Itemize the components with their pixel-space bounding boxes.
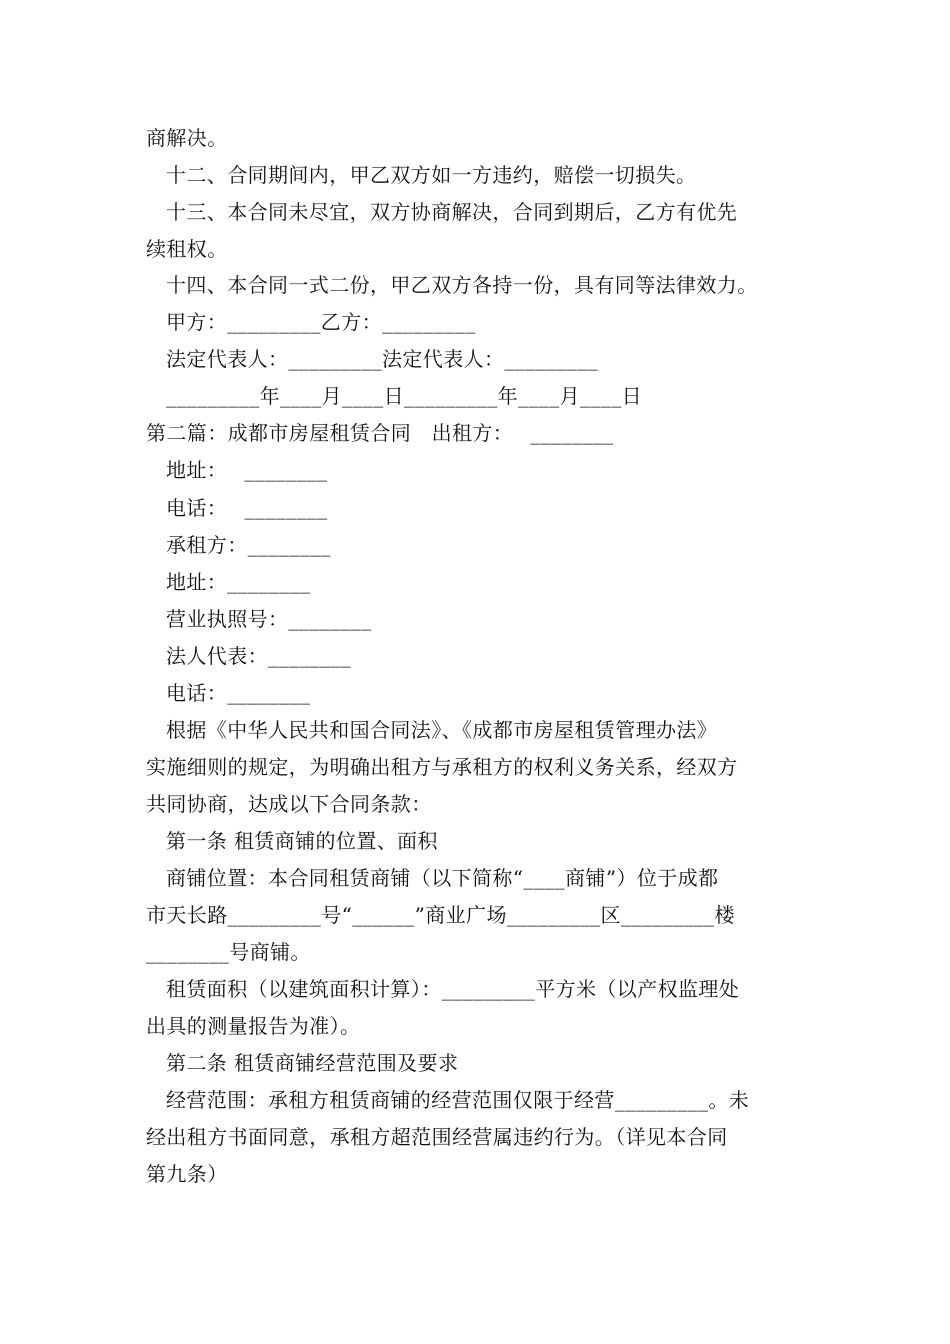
text-line: 法定代表人：_________法定代表人：_________ [166,347,598,371]
text-line: 根据《中华人民共和国合同法》、《成都市房屋租赁管理办法》 [166,718,718,742]
text-line: 地址：________ [166,570,311,594]
text-line: 十四、本合同一式二份，甲乙双方各持一份，具有同等法律效力。 [166,273,758,297]
text-line: 第九条） [146,1162,228,1186]
text-line: 甲方：_________乙方：_________ [166,310,476,334]
text-line: 电话：________ [166,681,311,705]
text-line: 商解决。 [146,126,228,150]
text-line: 续租权。 [146,237,228,261]
text-line: 经营范围：承租方租赁商铺的经营范围仅限于经营_________。未 [166,1088,750,1112]
text-line: 共同协商，达成以下合同条款： [146,792,432,816]
text-line: 电话： ________ [166,496,328,520]
text-line: ________号商铺。 [146,940,311,964]
text-line: 商铺位置：本合同租赁商铺（以下简称“____商铺”）位于成都 [166,866,719,890]
article-heading: 第一条 租赁商铺的位置、面积 [166,829,438,853]
text-line: 十三、本合同未尽宜，双方协商解决，合同到期后，乙方有优先 [166,200,738,224]
text-line: 营业执照号：________ [166,607,372,631]
text-line: 实施细则的规定，为明确出租方与承租方的权利义务关系，经双方 [146,755,738,779]
article-heading: 第二条 租赁商铺经营范围及要求 [166,1051,459,1075]
text-line: 十二、合同期间内，甲乙双方如一方违约，赔偿一切损失。 [166,163,697,187]
text-line: 市天长路_________号“______”商业广场_________区_________楼 [146,903,735,927]
text-line: 地址： ________ [166,458,328,482]
text-line: 出具的测量报告为准）。 [146,1014,361,1038]
text-line: _________年____月____日_________年____月____日 [166,384,642,408]
text-line: 法人代表：________ [166,644,352,668]
section-heading: 第二篇：成都市房屋租赁合同 出租方： ________ [146,421,614,445]
text-line: 承租方：________ [166,533,331,557]
text-line: 经出租方书面同意，承租方超范围经营属违约行为。（详见本合同 [146,1125,728,1149]
text-line: 租赁面积（以建筑面积计算）：_________平方米（以产权监理处 [166,977,740,1001]
